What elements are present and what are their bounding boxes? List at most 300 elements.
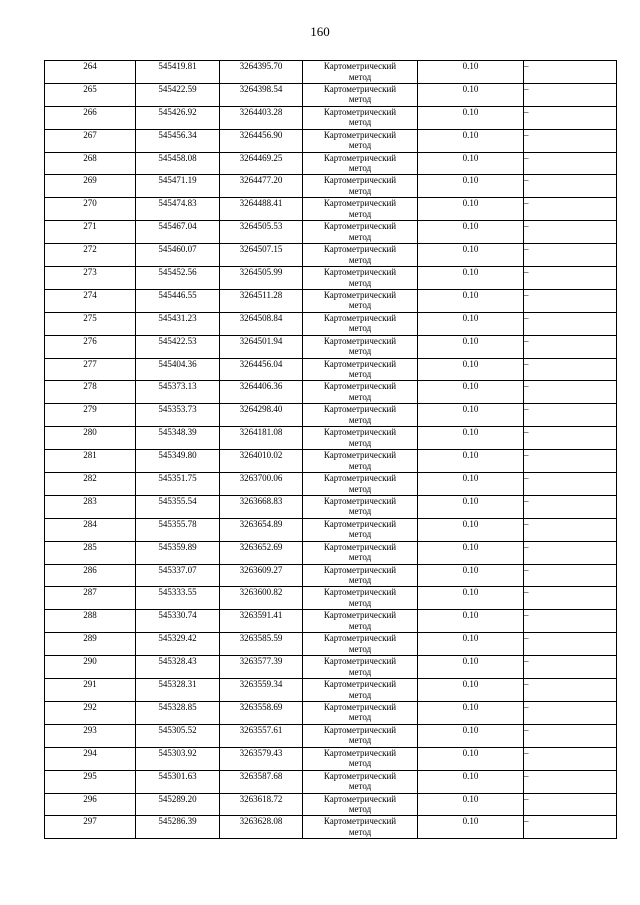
accuracy-cell: 0.10 [418,610,524,633]
method-cell [303,427,418,450]
x-coordinate-cell: 545456.34 [136,129,220,152]
x-coordinate-cell: 545328.43 [136,656,220,679]
description-cell: – [524,198,617,221]
description-cell: – [524,381,617,404]
method-line-2: метод [348,254,372,265]
description-cell: – [524,335,617,358]
method-line-1: Картометрический [323,404,397,415]
page-number: 160 [310,24,330,39]
method-cell [303,61,418,84]
method-line-2: метод [348,735,372,746]
method-cell [303,198,418,221]
table-row [45,335,617,358]
table-row [45,267,617,290]
table-row [45,61,617,84]
y-coordinate-cell: 3264298.40 [220,404,303,427]
accuracy-cell: 0.10 [418,129,524,152]
point-number-cell: 286 [45,564,136,587]
x-coordinate-cell: 545426.92 [136,106,220,129]
table-row [45,610,617,633]
y-coordinate-cell: 3264181.08 [220,427,303,450]
method-cell [303,267,418,290]
accuracy-cell: 0.10 [418,152,524,175]
description-cell: – [524,793,617,816]
x-coordinate-cell: 545305.52 [136,724,220,747]
y-coordinate-cell: 3264469.25 [220,152,303,175]
table-row [45,679,617,702]
point-number-cell: 271 [45,221,136,244]
method-cell [303,175,418,198]
method-line-1: Картометрический [323,473,397,484]
method-line-1: Картометрический [323,198,397,209]
point-number-cell: 269 [45,175,136,198]
table-row [45,656,617,679]
method-cell [303,335,418,358]
point-number-cell: 275 [45,312,136,335]
accuracy-cell: 0.10 [418,335,524,358]
method-line-2: метод [348,666,372,677]
accuracy-cell: 0.10 [418,816,524,839]
description-cell: – [524,267,617,290]
y-coordinate-cell: 3263700.06 [220,473,303,496]
table-row [45,770,617,793]
table-row [45,473,617,496]
description-cell: – [524,770,617,793]
description-cell: – [524,816,617,839]
method-line-2: метод [348,506,372,517]
method-line-1: Картометрический [323,701,397,712]
method-line-2: метод [348,643,372,654]
table-row [45,816,617,839]
point-number-cell: 292 [45,701,136,724]
x-coordinate-cell: 545422.59 [136,83,220,106]
point-number-cell: 291 [45,679,136,702]
point-number-cell: 272 [45,244,136,267]
method-line-1: Картометрический [323,381,397,392]
x-coordinate-cell: 545373.13 [136,381,220,404]
method-line-1: Картометрический [323,610,397,621]
description-cell: – [524,129,617,152]
description-cell: – [524,358,617,381]
x-coordinate-cell: 545303.92 [136,747,220,770]
method-line-1: Картометрический [323,83,397,94]
x-coordinate-cell: 545458.08 [136,152,220,175]
x-coordinate-cell: 545351.75 [136,473,220,496]
method-cell [303,129,418,152]
method-line-2: метод [348,575,372,586]
point-number-cell: 270 [45,198,136,221]
point-number-cell: 290 [45,656,136,679]
method-line-2: метод [348,804,372,814]
method-line-2: метод [348,369,372,380]
method-line-2: метод [348,185,372,196]
y-coordinate-cell: 3264507.15 [220,244,303,267]
accuracy-cell: 0.10 [418,633,524,656]
y-coordinate-cell: 3264501.94 [220,335,303,358]
x-coordinate-cell: 545328.85 [136,701,220,724]
description-cell: – [524,450,617,473]
method-line-2: метод [348,781,372,792]
table-row [45,129,617,152]
y-coordinate-cell: 3264406.36 [220,381,303,404]
description-cell: – [524,244,617,267]
method-cell [303,564,418,587]
description-cell: – [524,541,617,564]
method-line-1: Картометрический [323,312,397,323]
point-number-cell: 287 [45,587,136,610]
method-cell [303,587,418,610]
table-row [45,587,617,610]
method-cell [303,152,418,175]
description-cell: – [524,427,617,450]
table-row [45,724,617,747]
x-coordinate-cell: 545333.55 [136,587,220,610]
accuracy-cell: 0.10 [418,587,524,610]
method-line-1: Картометрический [323,518,397,529]
method-line-2: метод [348,208,372,219]
method-line-1: Картометрический [323,244,397,255]
accuracy-cell: 0.10 [418,450,524,473]
point-number-cell: 279 [45,404,136,427]
method-line-1: Картометрический [323,221,397,232]
point-number-cell: 283 [45,495,136,518]
description-cell: – [524,564,617,587]
method-line-2: метод [348,414,372,425]
method-line-2: метод [348,140,372,151]
method-cell [303,312,418,335]
description-cell: – [524,221,617,244]
point-number-cell: 273 [45,267,136,290]
y-coordinate-cell: 3264456.90 [220,129,303,152]
method-line-1: Картометрический [323,106,397,117]
method-cell [303,610,418,633]
y-coordinate-cell: 3263652.69 [220,541,303,564]
table-row [45,495,617,518]
point-number-cell: 267 [45,129,136,152]
x-coordinate-cell: 545328.31 [136,679,220,702]
point-number-cell: 296 [45,793,136,816]
accuracy-cell: 0.10 [418,518,524,541]
description-cell: – [524,724,617,747]
y-coordinate-cell: 3263654.89 [220,518,303,541]
method-line-2: метод [348,346,372,357]
accuracy-cell: 0.10 [418,427,524,450]
y-coordinate-cell: 3263628.08 [220,816,303,839]
point-number-cell: 278 [45,381,136,404]
point-number-cell: 265 [45,83,136,106]
method-cell [303,404,418,427]
method-line-1: Картометрический [323,358,397,369]
x-coordinate-cell: 545474.83 [136,198,220,221]
table-row [45,450,617,473]
accuracy-cell: 0.10 [418,656,524,679]
method-line-2: метод [348,712,372,723]
method-line-1: Картометрический [323,747,397,758]
method-cell [303,541,418,564]
x-coordinate-cell: 545404.36 [136,358,220,381]
method-line-1: Картометрический [323,175,397,186]
x-coordinate-cell: 545446.55 [136,289,220,312]
description-cell: – [524,289,617,312]
point-number-cell: 294 [45,747,136,770]
method-line-2: метод [348,529,372,540]
table-row [45,633,617,656]
description-cell: – [524,61,617,84]
y-coordinate-cell: 3264456.04 [220,358,303,381]
table-row [45,701,617,724]
method-line-2: метод [348,117,372,128]
description-cell: – [524,83,617,106]
x-coordinate-cell: 545330.74 [136,610,220,633]
x-coordinate-cell: 545355.78 [136,518,220,541]
method-cell [303,770,418,793]
accuracy-cell: 0.10 [418,61,524,84]
coordinates-table [44,60,617,839]
point-number-cell: 276 [45,335,136,358]
table-row [45,427,617,450]
accuracy-cell: 0.10 [418,724,524,747]
point-number-cell: 284 [45,518,136,541]
point-number-cell: 277 [45,358,136,381]
method-cell [303,633,418,656]
description-cell: – [524,312,617,335]
method-line-1: Картометрический [323,450,397,461]
point-number-cell: 264 [45,61,136,84]
x-coordinate-cell: 545349.80 [136,450,220,473]
method-cell [303,358,418,381]
method-line-2: метод [348,163,372,174]
description-cell: – [524,106,617,129]
method-cell [303,724,418,747]
y-coordinate-cell: 3263579.43 [220,747,303,770]
point-number-cell: 282 [45,473,136,496]
accuracy-cell: 0.10 [418,381,524,404]
description-cell: – [524,473,617,496]
table-row [45,518,617,541]
description-cell: – [524,656,617,679]
x-coordinate-cell: 545471.19 [136,175,220,198]
point-number-cell: 281 [45,450,136,473]
table-row [45,221,617,244]
y-coordinate-cell: 3263558.69 [220,701,303,724]
method-line-2: метод [348,483,372,494]
method-line-2: метод [348,323,372,334]
method-line-2: метод [348,231,372,242]
method-line-1: Картометрический [323,335,397,346]
y-coordinate-cell: 3263668.83 [220,495,303,518]
x-coordinate-cell: 545353.73 [136,404,220,427]
accuracy-cell: 0.10 [418,358,524,381]
accuracy-cell: 0.10 [418,289,524,312]
x-coordinate-cell: 545452.56 [136,267,220,290]
point-number-cell: 297 [45,816,136,839]
method-cell [303,793,418,816]
x-coordinate-cell: 545467.04 [136,221,220,244]
table-row [45,83,617,106]
x-coordinate-cell: 545286.39 [136,816,220,839]
accuracy-cell: 0.10 [418,793,524,816]
y-coordinate-cell: 3263609.27 [220,564,303,587]
y-coordinate-cell: 3264477.20 [220,175,303,198]
table-row [45,312,617,335]
x-coordinate-cell: 545419.81 [136,61,220,84]
method-cell [303,381,418,404]
method-line-2: метод [348,597,372,608]
method-line-2: метод [348,552,372,563]
method-cell [303,679,418,702]
method-cell [303,656,418,679]
method-line-2: метод [348,689,372,700]
y-coordinate-cell: 3263618.72 [220,793,303,816]
table-row [45,198,617,221]
description-cell: – [524,587,617,610]
table-row [45,564,617,587]
table-row [45,404,617,427]
description-cell: – [524,495,617,518]
method-cell [303,473,418,496]
method-cell [303,518,418,541]
method-line-2: метод [348,391,372,402]
y-coordinate-cell: 3263559.34 [220,679,303,702]
description-cell: – [524,175,617,198]
y-coordinate-cell: 3264395.70 [220,61,303,84]
accuracy-cell: 0.10 [418,221,524,244]
method-line-1: Картометрический [323,656,397,667]
y-coordinate-cell: 3264010.02 [220,450,303,473]
point-number-cell: 274 [45,289,136,312]
y-coordinate-cell: 3264488.41 [220,198,303,221]
accuracy-cell: 0.10 [418,267,524,290]
table-row [45,289,617,312]
point-number-cell: 295 [45,770,136,793]
y-coordinate-cell: 3264505.99 [220,267,303,290]
accuracy-cell: 0.10 [418,495,524,518]
accuracy-cell: 0.10 [418,541,524,564]
method-line-2: метод [348,71,372,82]
accuracy-cell: 0.10 [418,679,524,702]
x-coordinate-cell: 545337.07 [136,564,220,587]
accuracy-cell: 0.10 [418,473,524,496]
x-coordinate-cell: 545289.20 [136,793,220,816]
method-line-2: метод [348,277,372,288]
table-row [45,244,617,267]
x-coordinate-cell: 545329.42 [136,633,220,656]
method-line-1: Картометрический [323,679,397,690]
table-row [45,358,617,381]
method-line-1: Картометрический [323,587,397,598]
accuracy-cell: 0.10 [418,198,524,221]
y-coordinate-cell: 3263557.61 [220,724,303,747]
accuracy-cell: 0.10 [418,701,524,724]
point-number-cell: 289 [45,633,136,656]
description-cell: – [524,701,617,724]
description-cell: – [524,747,617,770]
y-coordinate-cell: 3263585.59 [220,633,303,656]
method-cell [303,83,418,106]
table-row [45,175,617,198]
accuracy-cell: 0.10 [418,747,524,770]
method-cell [303,495,418,518]
description-cell: – [524,518,617,541]
method-line-1: Картометрический [323,793,397,804]
description-cell: – [524,679,617,702]
method-line-1: Картометрический [323,152,397,163]
accuracy-cell: 0.10 [418,564,524,587]
accuracy-cell: 0.10 [418,175,524,198]
accuracy-cell: 0.10 [418,404,524,427]
method-cell [303,106,418,129]
description-cell: – [524,610,617,633]
table-row [45,152,617,175]
method-line-2: метод [348,437,372,448]
x-coordinate-cell: 545359.89 [136,541,220,564]
y-coordinate-cell: 3263577.39 [220,656,303,679]
y-coordinate-cell: 3263587.68 [220,770,303,793]
point-number-cell: 288 [45,610,136,633]
method-cell [303,701,418,724]
point-number-cell: 268 [45,152,136,175]
y-coordinate-cell: 3263600.82 [220,587,303,610]
point-number-cell: 293 [45,724,136,747]
method-line-1: Картометрический [323,495,397,506]
table-row [45,747,617,770]
table-body [45,61,617,839]
accuracy-cell: 0.10 [418,770,524,793]
method-line-1: Картометрический [323,724,397,735]
description-cell: – [524,633,617,656]
method-cell [303,289,418,312]
method-line-1: Картометрический [323,427,397,438]
method-cell [303,450,418,473]
x-coordinate-cell: 545348.39 [136,427,220,450]
table-row [45,541,617,564]
description-cell: – [524,152,617,175]
y-coordinate-cell: 3264505.53 [220,221,303,244]
method-line-1: Картометрический [323,816,397,827]
method-cell [303,221,418,244]
table-row [45,381,617,404]
x-coordinate-cell: 545422.53 [136,335,220,358]
y-coordinate-cell: 3264508.84 [220,312,303,335]
method-line-1: Картометрический [323,564,397,575]
y-coordinate-cell: 3264511.28 [220,289,303,312]
accuracy-cell: 0.10 [418,312,524,335]
method-line-2: метод [348,620,372,631]
point-number-cell: 266 [45,106,136,129]
method-line-1: Картометрический [323,289,397,300]
accuracy-cell: 0.10 [418,106,524,129]
x-coordinate-cell: 545460.07 [136,244,220,267]
method-line-2: метод [348,94,372,105]
method-cell [303,244,418,267]
point-number-cell: 285 [45,541,136,564]
method-line-1: Картометрический [323,770,397,781]
accuracy-cell: 0.10 [418,83,524,106]
x-coordinate-cell: 545301.63 [136,770,220,793]
x-coordinate-cell: 545355.54 [136,495,220,518]
method-cell [303,816,418,839]
table-row [45,106,617,129]
method-line-2: метод [348,758,372,769]
method-line-2: метод [348,460,372,471]
x-coordinate-cell: 545431.23 [136,312,220,335]
method-line-1: Картометрический [323,267,397,278]
method-line-1: Картометрический [323,633,397,644]
accuracy-cell: 0.10 [418,244,524,267]
method-line-1: Картометрический [323,129,397,140]
method-cell [303,747,418,770]
method-line-2: метод [348,826,372,837]
